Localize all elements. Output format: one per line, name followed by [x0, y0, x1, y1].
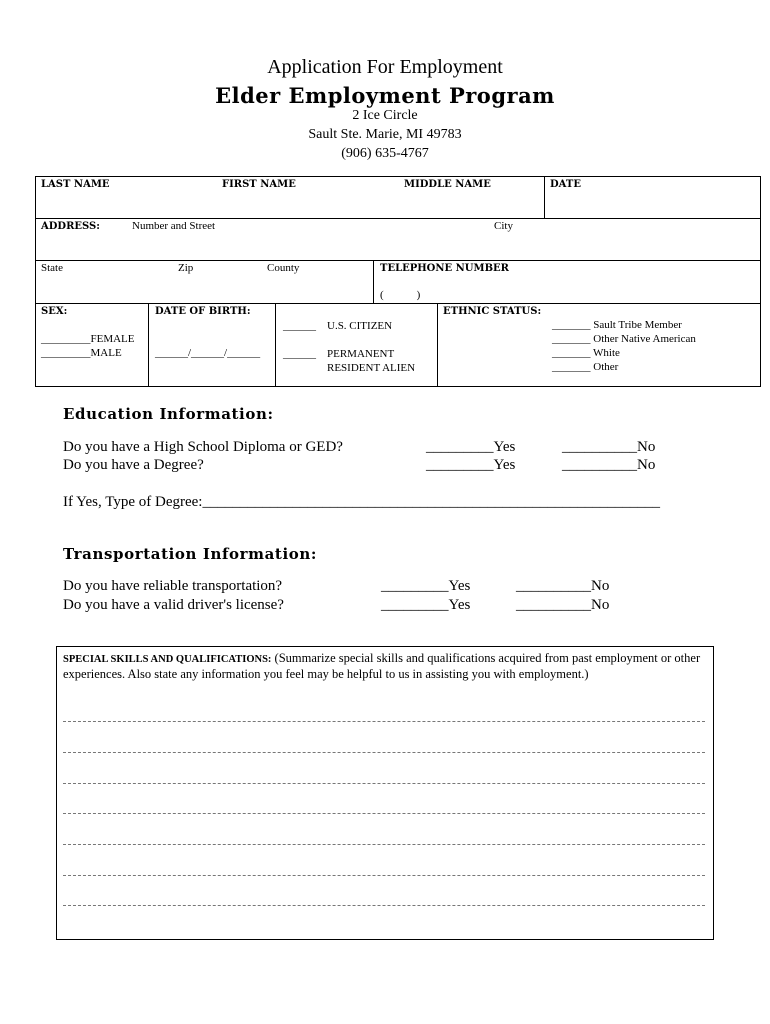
telephone-field[interactable]: ( )	[380, 289, 421, 301]
last-name-label: LAST NAME	[41, 179, 110, 190]
skills-answer-line[interactable]	[63, 875, 705, 876]
ethnic-option-other-native[interactable]: _______ Other Native American	[552, 333, 696, 345]
zip-label: Zip	[178, 262, 194, 274]
resident-label-1: PERMANENT	[327, 348, 395, 360]
date-label: DATE	[550, 179, 581, 190]
skills-answer-line[interactable]	[63, 783, 705, 784]
male-option[interactable]: _________MALE	[41, 347, 122, 359]
citizen-label: U.S. CITIZEN	[327, 320, 393, 332]
state-label: State	[41, 262, 63, 274]
program-name: Elder Employment Program	[215, 83, 555, 108]
special-skills-label: SPECIAL SKILLS AND QUALIFICATIONS:	[63, 654, 272, 665]
skills-answer-line[interactable]	[63, 905, 705, 906]
skills-answer-line[interactable]	[63, 813, 705, 814]
telephone-label: TELEPHONE NUMBER	[380, 263, 509, 274]
city-label: City	[494, 220, 513, 232]
license-no[interactable]: __________No	[516, 597, 610, 613]
skills-answer-line[interactable]	[63, 721, 705, 722]
transportation-heading: Transportation Information:	[63, 545, 317, 563]
license-yes[interactable]: _________Yes	[381, 597, 471, 613]
dob-field[interactable]: ______/______/______	[155, 347, 261, 359]
ethnic-option-other[interactable]: _______ Other	[552, 361, 619, 373]
special-skills-instructions	[63, 651, 703, 682]
ethnic-option-sault-tribe[interactable]: _______ Sault Tribe Member	[552, 319, 682, 331]
degree-type-field[interactable]: If Yes, Type of Degree:_____________________________________________________________	[63, 494, 660, 510]
personal-info-grid	[35, 176, 761, 387]
education-q-diploma: Do you have a High School Diploma or GED?	[63, 439, 343, 455]
reliable-no[interactable]: __________No	[516, 578, 610, 594]
address-line-1: 2 Ice Circle	[352, 108, 418, 123]
resident-blank[interactable]: ______	[283, 348, 316, 360]
transportation-q-reliable: Do you have reliable transportation?	[63, 578, 283, 594]
education-heading: Education Information:	[63, 405, 274, 423]
address-label: ADDRESS:	[41, 221, 100, 232]
degree-no[interactable]: __________No	[562, 457, 656, 473]
citizen-blank[interactable]: ______	[283, 320, 316, 332]
education-q-degree: Do you have a Degree?	[63, 457, 204, 473]
county-label: County	[267, 262, 300, 274]
diploma-yes[interactable]: _________Yes	[426, 439, 516, 455]
special-skills-box	[56, 646, 714, 940]
reliable-yes[interactable]: _________Yes	[381, 578, 471, 594]
diploma-no[interactable]: __________No	[562, 439, 656, 455]
form-title: Application For Employment	[267, 56, 503, 78]
degree-yes[interactable]: _________Yes	[426, 457, 516, 473]
special-skills-text: (Summarize special skills and qualifications acquired from past employment or other experiences. Also state any information you feel may be helpful to us in assisting you with employment.)	[63, 651, 701, 681]
sex-label: SEX:	[41, 306, 68, 317]
address-line-2: Sault Ste. Marie, MI 49783	[308, 127, 462, 142]
first-name-label: FIRST NAME	[222, 179, 296, 190]
ethnic-status-label: ETHNIC STATUS:	[443, 306, 542, 317]
skills-answer-line[interactable]	[63, 752, 705, 753]
skills-answer-line[interactable]	[63, 844, 705, 845]
middle-name-label: MIDDLE NAME	[404, 179, 491, 190]
number-street-label: Number and Street	[132, 220, 216, 232]
dob-label: DATE OF BIRTH:	[155, 306, 251, 317]
resident-label-2: RESIDENT ALIEN	[327, 362, 416, 374]
phone-number: (906) 635-4767	[341, 146, 429, 161]
female-option[interactable]: _________FEMALE	[41, 333, 135, 345]
ethnic-option-white[interactable]: _______ White	[552, 347, 620, 359]
transportation-q-license: Do you have a valid driver's license?	[63, 597, 284, 613]
